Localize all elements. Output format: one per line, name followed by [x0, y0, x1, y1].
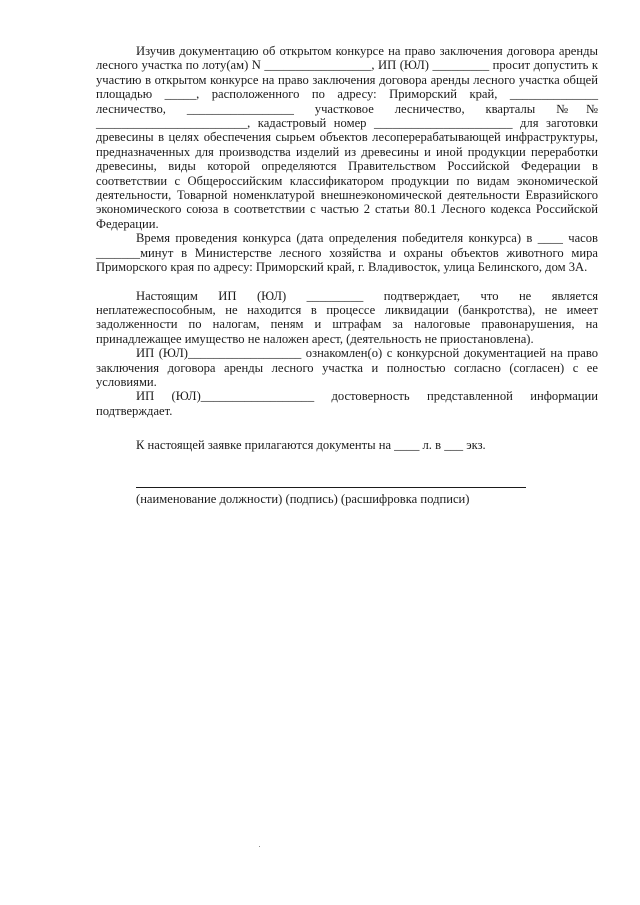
signature-line — [136, 487, 526, 488]
paragraph-contest-time: Время проведения конкурса (дата определения победителя конкурса) в ____ часов _______минут в Министерстве лесного хозяйства и охраны объектов животного мира Приморского края по адресу: Приморский край, г. Владивосток, улица Белинского, дом 3А. — [96, 231, 598, 275]
paragraph-information-accuracy: ИП (ЮЛ)__________________ достоверность представленной информации подтверждает. — [96, 389, 598, 418]
paragraph-attachments: К настоящей заявке прилагаются документы на ____ л. в ___ экз. — [136, 438, 486, 453]
signature-caption: (наименование должности) (подпись) (расшифровка подписи) — [136, 492, 470, 506]
application-form-document — [96, 44, 598, 506]
paragraph-documentation-acknowledgement: ИП (ЮЛ)__________________ ознакомлен(о) с конкурсной документацией на право заключения договора аренды лесного участка и полностью согласно (согласен) с ее условиями. — [96, 346, 598, 389]
scan-speck — [259, 846, 260, 847]
paragraph-application-request: Изучив документацию об открытом конкурсе на право заключения договора аренды лесного участка по лоту(ам) N _________________, ИП (ЮЛ) _________ просит допустить к участию в открытом конкурсе на право заключения договора аренды лесного участка общей площадью _____, расположенного по адресу: Приморский край, ______________ лесничество, _________________ участковое лесничество, кварталы №№ ________________________, кадастровый номер ______________________ для заготовки древесины в целях обеспечения сырьем объектов лесоперерабатывающей инфраструктуры, предназначенных для производства изделий из древесины и иной продукции переработки древесины, виды которой определяются Правительством Российской Федерации в соответствии с Общероссийским классификатором продукции по видам экономической деятельности, Товарной номенклатурой внешнеэкономической деятельности Евразийского экономического союза в соответствии с частью 2 статьи 80.1 Лесного кодекса Российской Федерации. — [96, 44, 598, 231]
paragraph-solvency-confirmation: Настоящим ИП (ЮЛ) _________ подтверждает, что не является неплатежеспособным, не находится в процессе ликвидации (банкротства), не имеет задолженности по налогам, пеням и штрафам за налоговые правонарушения, на принадлежащее имущество не наложен арест, (деятельность не приостановлена). — [96, 288, 598, 346]
